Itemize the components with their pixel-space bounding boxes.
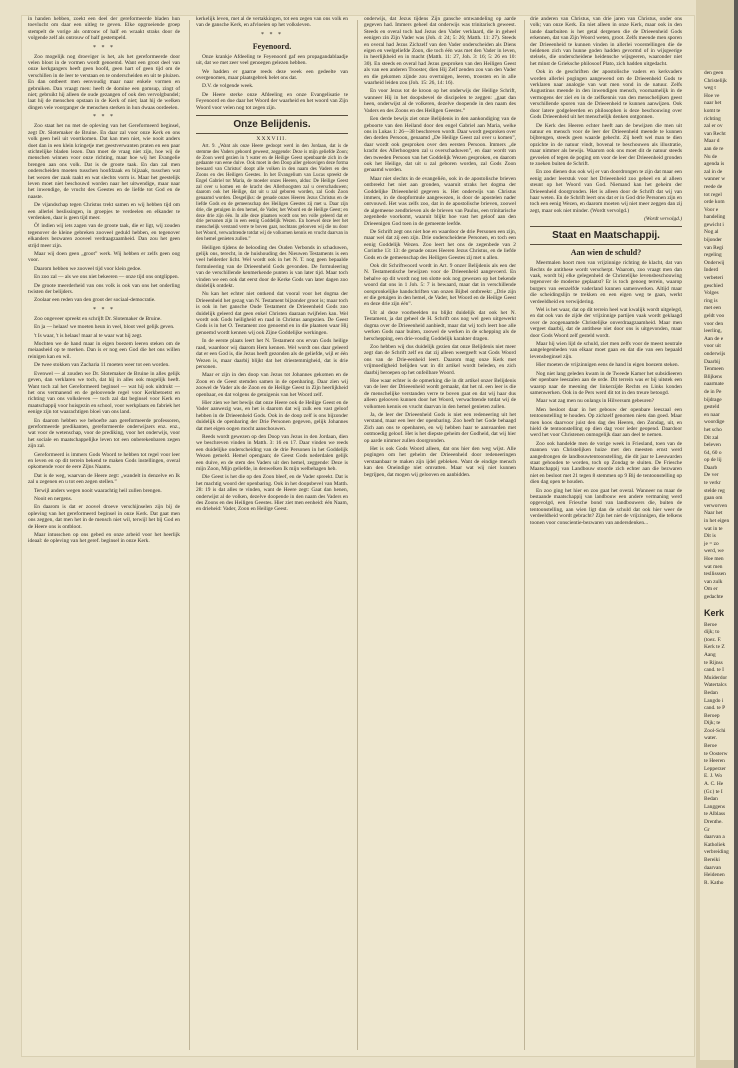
text-fragment: in het eigen: [704, 518, 730, 525]
article-title-schuld: Aan wien de schuld?: [570, 248, 642, 258]
paragraph: En zoo dienen dus ook wij er van doordrongen te zijn dat maar een eenig ander leerstuk voor het Drieeenheid zoo geheel en al alleen steunt op het Woord van God. Niemand kan het geheim der Drieeenheid doorgronden. Het is alleen door de Schrift dat wij van haar weten. En de Schrift leert ons dat er in God drie Personen zijn en toch een eenig Wezen, en daarom moeten wij niet meer zeggen dan zij zegt, maar ook niet minder. (Wordt vervolgd.): [530, 169, 682, 214]
text-fragment: Nog al: [704, 229, 719, 236]
column-rule: [189, 20, 190, 1050]
paragraph: Men besloot daar in het gebouw der openbare leeszaal een tentoonstelling te houden. Op zichzelf genomen niets dan goed. Maar men koos daarvoor juist den dag des Heeren, den Zondag, uit, en hield de tentoonstelling op dien dag voor ieder geopend. Daardoor werd het voor Christenen onmogelijk daar aan deel te nemen.: [530, 406, 682, 439]
section-heading-staat: Staat en Maatschappij.: [530, 226, 682, 245]
paragraph: De twee stokken van Zacharia 11 moeten weer tot een worden.: [34, 362, 170, 369]
text-fragment: Onderwij: [704, 259, 725, 266]
text-fragment: te verkr: [704, 480, 721, 487]
text-fragment: te Oosterw: [704, 750, 728, 757]
paragraph: Die Geest is het die op den Zoon bleef, en de Vader spreekt. Dat is het machtig woord der openbaring. Ook in het doopsbevel van Matth. 28: 19 is dat alles te vinden, want de Heere zegt: Gaat dan henen, onderwijst al de volken, dezelve doopende in den naam des Vaders en des Zoons en des Heiligen Geestes. Hier ziet men eenheid: één Naam, en drieheid: Vader, Zoon en Heilige Geest.: [196, 474, 348, 513]
paragraph: Meermalen hoort men van vrijzinnige richting de klacht, dat van Rechts de antithese wordt verscherpt. Waarom, zoo vraagt men dan vaak, wordt bij elke gelegenheid de Christelijke levensbeschouwing tegenover de moderne geplaatst? Er is toch genoeg terrein, waarop burgers van eenzelfde vaderland kunnen samenwerken. Altijd maar die scheidingslijn te trekken en een eigen weg te gaan, werkt verdeeldheid en verwijdering.: [530, 260, 682, 305]
paragraph: Zoo ook handelde men de vorige week in Friesland, toen van de mannen van Christelijken huize met den meesten ernst werd aangedrongen de landbouwtentoonstelling, die dit jaar te Leeuwarden staat gehouden te worden, toch op Zondag te sluiten. De Friesche Maatschappij van Landbouw stoorde zich echter aan die bezwaren niet en besloot met 21 tegen 8 stemmen op 9 Bij de tentoonstelling op dien dag open te houden.: [530, 440, 682, 486]
column-2: [196, 16, 348, 1056]
scan-edge: [734, 0, 738, 1068]
paragraph: En zoo ging het hier en zoo gaat het overal. Wanneer nu maar de bestaande maatschappij van landbouw een andere vermaning werd opgevolgd, een Friesche bond van landbouwers die, buiten de tentoonstelling, aan wien ligt dan de schuld dat ook hier weer de verdeeldheid wordt gebracht? Zijn het niet de vrijzinnigen, die telkens toonen voor conscientie-bezwaren van andersdenken...: [530, 487, 682, 526]
paragraph: Ö! indien wij iets zagen van de groote taak, die er ligt, wij zouden tegenover de kleine gebreken zooveel geduld hebben, en tegenover elkanders bezwaren zooveel verdraagzaamheid. Dan zou het geen strijd meer zijn.: [28, 223, 180, 249]
paragraph: drie anderen van Christus, van drie jaren van Christus, onder ons volk; van onze Kerk. En niet alleen in onze Kerk, maar ook in den lande daarbuiten is het getal dergenen die de Drieeenheid Gods erkennen, dat van Zijn Woord weten, groot. Zelfs meende men sporen der Drieeenheid te kunnen vinden in allerlei voorstellingen die de heidenen zich van hunne goden hadden gevormd of in wijsgeerige stelsels, die onderscheidene heidensche wijsgeeren, waaronder niet het minst de Grieksche philosoof Plato, zich hadden uitgedacht.: [530, 16, 682, 67]
paragraph: Onze krankje Afdeeling te Feyenoord gaf een propagandablaadje uit, dat we met zeer veel genoegen gelezen hebben.: [196, 53, 348, 67]
text-fragment: te Alblass: [704, 811, 726, 818]
text-fragment: Bedan: [704, 689, 718, 696]
paragraph: De Kerk des Heeren echter heeft aan de bewijzen die men uit natuur en mensch voor de leer der Drieeenheid meende te kunnen bijbrengen, steeds geen waarde gehecht. Zij heeft wel man te dien opzichte in de natuur vindt, bovenal te beschouwen als illustratie, maar nimmer als bewijs. Waarom ook ons moet dit de natuur steeds gevoelen of tegen de poging om voor de leer der Drieeenheid gronden te zoeken buiten de Schrift.: [530, 122, 682, 167]
text-fragment: Daarbij: [704, 358, 721, 365]
paragraph: Zoo staat het nu met de opleving van het Gereformeerd beginsel, zegt Dr. Slotemaker de Bruine. En daar zal voor onze Kerk en ons volk geen heil uit voortkomen. Dat kan men niet, wie nooit anders doet dan in een klein kringetje met geestverwanten praten en een paar stichtelijke bladen lezen. Dan moet de vraag niet zijn, hoe wij de menschen winnen voor onze richting, maar hoe wij het Evangelie brengen aan ons volk. Dat is de groote taak. En dan zal men onderscheiden moeten tusschen hoofdzaak en bijzaak, tusschen wat het wezen der zaak raakt en wat slechts vorm is. Maar het geestelijk leven moet niet beschouwd worden naar het uitwendige, maar naar het inwendige, de vrucht des Geestes en de liefde tot God en de naaste.: [28, 123, 180, 200]
paragraph: Maar er zijn in den doop van Jezus tot Johannes gekomen en de Zoon en de Geest stemden samen in de openbaring. Daar zien wij zoowel de Vader als de Zoon en de Heilige Geest in Zijn heerlijkheid openbaar, en dat volgens de getuigenis van het Woord zelf.: [196, 372, 348, 398]
paragraph: De Heere sterke onze Afdeeling en onze Evangelisatie te Feyenoord en doe daar het Woord der waarheid en het woord van Zijn Woord voor velen nog tot zegen zijn.: [196, 91, 348, 111]
paragraph: Gereformeerd is immers Gods Woord te hebben tot regel voor leer en leven en op dit terrein bekend te maken Gods instellingen, overal opkomende voor de eere Zijns Naams.: [28, 451, 180, 471]
text-fragment: het scho: [704, 426, 722, 433]
text-fragment: Dit zal: [704, 434, 719, 441]
text-fragment: met een: [704, 305, 721, 312]
paragraph: Wel is het waar, dat op dit terrein heel wat kwalijk wordt uitgelegd, en dat ook van de zijde der vrijzinnige partijen vaak wordt geklaagd over de zoogenaamde Christelijke onverdraagzaamheid. Maar men vergeet daarbij, dat de antithese niet door ons is uitgevonden, maar door Gods Woord zelf gesteld wordt.: [530, 307, 682, 339]
paragraph: Nog niet lang geleden kwam in de Tweede Kamer het subsidieeren der openbare leeszalen aan de orde. Dit terrein was er bij uitstek een waarop naar de meening der linkerzijde Rechts en Links konden samenwerken. Ook in de Pers werd dit tot in den treure betoogd.: [530, 370, 682, 396]
text-fragment: Muiderdor: [704, 674, 728, 681]
text-fragment: gesteld: [704, 404, 720, 411]
text-fragment: geschied: [704, 282, 723, 289]
quoted-article: [196, 144, 348, 243]
text-fragment: Drenthe.: [704, 819, 723, 825]
text-fragment: agenda is: [704, 161, 725, 168]
paragraph: Uit al deze voorbeelden nu blijkt duidelijk dat ook het N. Testament, ja dat geheel de H. Schrift ons nog wel geen uitgewerkt dogma over de Drieeenheid aanbiedt, maar dat wij toch leert hoe alle werken Gods naar buiten, zoowel de werken in de schepping als de herschepping, een drie-voudig Goddelijk karakter dragen.: [364, 309, 516, 342]
paragraph: kerkelijk leven, met al de vertakkingen, tot een zegen van ons volk en van de gansche Kerk, en afvloeien op het volksleven.: [196, 16, 348, 29]
section-separator: * * *: [93, 306, 115, 313]
text-fragment: reede de: [704, 183, 723, 190]
text-fragment: Naar het: [704, 510, 723, 517]
section-separator: * * *: [93, 114, 115, 121]
text-fragment: richting: [704, 115, 721, 122]
text-fragment: verworven: [704, 502, 728, 509]
text-fragment: Hoe ve: [704, 92, 720, 99]
text-fragment: Maar d: [704, 138, 720, 145]
text-fragment: daarvan a: [704, 834, 725, 841]
text-fragment: Aang: [704, 651, 716, 658]
newspaper-page: [22, 16, 694, 1056]
text-fragment: verbeteri: [704, 275, 724, 282]
paragraph: Maar niet slechts in de evangeliën, ook in de apostolische brieven ontbreekt het niet aan gronden, waaruit straks het dogma der Goddelijke Drieeenheid gegeven is. Het onderwijs van Christus immers, in de doopformule aangewezen, is door de apostelen nader ontvouwd. Het was zelfs zoo, dat in de apostolische brieven, zoowel de algemeene zendbrieven als de brieven van Paulus, een trinitarische zegenbede voorkomt, waaruit blijkt hoe vast het geloof aan den Drieeenigen God toen in de gemeente leefde.: [364, 175, 516, 227]
text-fragment: Beroe: [704, 743, 717, 750]
text-fragment: gaan om: [704, 495, 723, 502]
text-fragment: E. J. Wo: [704, 773, 723, 780]
text-fragment: komt te: [704, 107, 721, 114]
adjacent-page-fragment: [700, 70, 738, 1060]
text-fragment: 64, 60 o: [704, 449, 722, 456]
text-fragment: stelde reg: [704, 487, 725, 494]
paragraph: Zoo mogelijk nog droeviger is het, als het gereformeerde door velen bloot in de vormen wordt genoemd. Want een groot deel van onze kerkgangers heeft geen hoofd, geen hart of geen tijd om de verschillen in de leer te verstaan en te onderscheiden en uit te pluizen. En dan ontbeert men eenvoudig maar naar enkele vormen en gebruiken. Dan vraagt men: heeft de domine een gomsup, zingt of niet; gebruikt hij alleen de oude gezangen of ook den vervolgbundel; laat hij de menschen opstaan in de Kerk of niet; laat hij de welken dingen vele voorganger de menschen sterken in hun dwaas oordeelen.: [28, 53, 180, 111]
paragraph: Hier zien we het bewijs dat onze Heere ook de Heilige Geest en de Vader aanwezig was, en het is daarom dat wij zulk een vast geloof hebben in de Drieeenheid Gods. Ook in de doop zelf is ons bijzonder duidelijk de openbaring der Drie Personen gegeven, gelijk Johannes dat met eigen oogen mocht aanschouwen.: [196, 399, 348, 432]
paragraph: D.V. de volgende week.: [202, 83, 254, 90]
text-fragment: op de lij: [704, 457, 722, 464]
text-fragment: Dijk; te: [704, 720, 721, 727]
paragraph: onderwijs, dat Jezus tijdens Zijn gansche omwandeling op aarde gegeven had. Immers geheel dat onderwijs was trinitarisch geweest. Steeds en overal toch had Jezus den Vader verklaard, die in geheel eenigen zin Zijn Vader was (Joh. 4: 24; 5: 26; Matth. 11: 27). Steeds en overal had Jezus Zichzelf van den Vader onderscheiden als Diens eigen en veelgeliefde Zoon, die toch één was met den Vader in leven, in heerlijkheid en in macht (Matth. 11: 27, Joh. 3: 16; 5: 26 en 10: 30). En steeds en overal had Jezus gesproken van den Heiligen Geest als van een anderen Trooster, dien Hij Zelf zenden zou van den Vader en die gekomen zijnde zou overtuigen, leeren, troosten en in alle waarheid leiden zou (Joh. 15: 26, 14: 16).: [364, 16, 516, 87]
text-fragment: van zulk: [704, 578, 723, 585]
text-fragment: wat men: [704, 563, 723, 570]
column-3: [364, 16, 516, 1056]
text-fragment: beleven: [704, 442, 721, 449]
text-fragment: Hoe men: [704, 556, 724, 562]
paragraph: En ja — helaas! we moeten heun in veel, bloot veel gelijk geven.: [34, 324, 175, 331]
paragraph: Maar hij wien lijd de schuld, ziet men zelfs voor de meest neutrale aangelegenheden van elkaar moet gaan en dat die van een bepaald levensbeginsel zijn.: [530, 341, 682, 360]
text-fragment: en naar: [704, 411, 720, 418]
paragraph: Hoe waar echter is de opmerking die in dit artikel onzer Belijdenis van de leer der Drieeenheid wordt gemaakt, dat het nl. een leer is die de menschelijke verstanden verre te boven gaat en dat wij haar dus alleen gelooven kunnen door het Woord, verwachtende totdat wij de volkomen kennis en vrucht daarvan in den hemel genieten zullen.: [364, 377, 516, 410]
article-number: XXXVIII.: [256, 136, 288, 143]
text-fragment: Watertalcs: [704, 682, 727, 689]
text-fragment: naar het: [704, 100, 722, 107]
text-fragment: Katholiek: [704, 841, 726, 848]
paragraph: Zoo ongeveer spreekt en schrijft Dr. Slotemaker de Bruine.: [34, 315, 162, 322]
text-fragment: Zool-Schi: [704, 727, 726, 734]
paragraph: Maar wij doen geen „groot” werk. Wij hebben er zelfs geen oog voor.: [28, 251, 180, 264]
column-4: [530, 16, 682, 1056]
text-fragment: dijk; to: [704, 629, 720, 636]
text-fragment: woordige: [704, 419, 725, 426]
text-fragment: gewicht i: [704, 221, 724, 228]
paragraph: Daarom hebben we zooveel tijd voor klein gedoe.: [34, 265, 142, 272]
paragraph: Nu kan het echter niet ontkend dat vooral voor het dogma der Drieeenheid het gezag van N. Testament bijzonder groot is; maar toch is ook in het gansche Oude Testament de Drieeenheid Gods zoo duidelijk geleerd dat geen enkel Christen daaraan twijfelen kan. Wel wordt ook Gods heiligheid en raad in Christus aangezien. De Geest Gods is in het O. Testament zoo genoemd en in die plaatsen waar Hij genoemd wordt kennen wij ook Zijne Goddelijke werkingen.: [196, 291, 348, 336]
paragraph: De Schrift zegt ons niet hoe en waardoor de drie Personen een zijn, maar wel dat zij een zijn. Drie onderscheidene Personen, en toch een eenig Goddelijk Wezen. Zoo leert het ons de zegenbede van 2 Corinthe 13: 13: de genade onzes Heeren Jezus Christus, en de liefde Gods en de gemeenschap des Heiligen Geestes zij met u allen.: [364, 229, 516, 261]
text-fragment: Dit is: [704, 533, 716, 540]
text-fragment: Langdo i: [704, 697, 724, 704]
paragraph: Ja, de leer der Drieeenheid Gods is niet een redeneering uit het verstand, maar een leer der openbaring. Zoo heeft het Gode behaagd Zich aan ons te openbaren, en wij hebben haar te aanvaarden met ootmoedig geloof. Het is het diepste geheim der Godheid, dat wij hier op aarde nimmer zullen doorgronden.: [364, 411, 516, 444]
column-rule: [357, 20, 358, 1050]
text-fragment: leerling,: [704, 328, 722, 335]
text-fragment: gedachte: [704, 593, 724, 600]
column-1: [28, 16, 180, 1056]
text-fragment: Lepperzer: [704, 765, 726, 772]
text-fragment: water.: [704, 735, 718, 742]
text-fragment: daarvan: [704, 864, 722, 871]
paragraph: Hier moeten de vrijzinnigen eens de hand in eigen boezem steken.: [536, 362, 679, 369]
text-fragment: Volges: [704, 290, 719, 297]
text-fragment: Blijkens: [704, 373, 722, 380]
text-fragment: tot regel: [704, 191, 722, 198]
text-fragment: Beroe: [704, 621, 717, 628]
text-fragment: Nu de: [704, 153, 718, 160]
section-separator: * * *: [93, 44, 115, 51]
section-separator: * * *: [261, 31, 283, 38]
text-fragment: de in Pe: [704, 388, 722, 395]
paragraph: Evenwel — al zouden we Dr. Slotemaker de Bruine in alles gelijk geven, dan verklaren we toch, dat hij in alles ook mogelijk heeft. Want toch zal het Gereformeerd beginsel — wat hij ook uitdrukt — het ons vermanend en de geloovende regel voor Kerkbetoetst en richting van ons volksleven — toch zal dat beginsel voor Kerk en maatschappij voor huisgezin en school, voor werkplaats en fabriek het eenige zijn tot waarachtigen bloei van ons land.: [28, 370, 180, 416]
column-rule: [524, 20, 525, 1050]
paragraph: Ook dit Schriftwoord wordt in Art. 9 onzer Belijdenis als een der N. Testamentische bewijzen voor de Drieeenheid aangevoerd. En behalve op dit wordt nog ten slotte ook nog gewezen op het bekende woord dat ons in 1 Joh. 5: 7 is bewaard, maar dat in verschillende oorspronkelijke handschriften van onzen Bijbel ontbreekt: „Drie zijn er die getuigen in den hemel, de Vader, het Woord en de Heilige Geest en deze drie zijn één”.: [364, 263, 516, 308]
text-fragment: (Gr.) te I: [704, 788, 723, 795]
to-be-continued: (Wordt vervolgd.): [644, 216, 682, 223]
text-fragment: Christelijk: [704, 77, 727, 84]
text-fragment: aan de re: [704, 145, 724, 152]
paragraph: We hadden er gaarne reeds deze week een gedeelte van overgenomen, maar plaatsgebrek belet ons dat.: [196, 68, 348, 82]
text-fragment: voor uit: [704, 343, 721, 350]
text-fragment: Tenmeen: [704, 366, 724, 373]
text-fragment: Aan de e: [704, 335, 724, 342]
paragraph: Een derde bewijs ziet onze Belijdenis in den aankondiging van de geboorte van den Heiland door den engel Gabriel aan Maria, welke ons in Lukas 1: 26—38 beschreven wordt. Daar wordt gesproken over den derden Persoon, genaamd „De Heilige Geest zal over u komen”, daar wordt ook gesproken over den eersten Persoon. Immers „de kracht des Allerhoogsten zal u overschaduwen”, en daar wordt van den tweeden Persoon van het Goddelijk Wezen gesproken, en daarom ook het Heilige, dat uit u zal geboren worden, zal Gods Zoon genaamd worden.: [364, 116, 516, 174]
text-fragment: verbreiding: [704, 849, 729, 856]
text-fragment: orde kom: [704, 199, 725, 206]
paragraph: Het is ook Gods Woord alleen, dat ons hier den weg wijst. Alle pogingen om het geheim der Drieeenheid door redeneeringen verstaanbaar te maken zijn ijdel gebleken. Want de eindige mensch kan den Oneindige niet omvatten. Maar wat wij niet kunnen begrijpen, dat mogen wij gelooven en aanbidden.: [364, 446, 516, 478]
paragraph: De groote meerderheid van ons volk is ook van ons het onderling twisten der belijders.: [28, 282, 180, 296]
paragraph: 't Is waar, 't is helaas! maar al te waar wat hij zegt.: [34, 332, 143, 339]
paragraph: Maar wat zag men nu onlangs in Hilversum gebeuren?: [536, 398, 654, 405]
text-fragment: geldt voo: [704, 313, 725, 319]
paragraph: Zoolaar een reden van den groot der sociaal-democratie.: [34, 297, 156, 304]
text-fragment: van Regi: [704, 244, 724, 251]
paragraph: Heiligen tijdens de belooding des Ouden Verbonds in schaduwen, gelijk ons, terecht, in de huishouding des Nieuwen Testaments is een veel helderder licht. Wel wordt ook in het N. T. nog geen bepaalde formuleering van de Drieeenheid Gods gevonden. De formuleering van de verschillende kenmerkende punten is van later tijd. Maar toch vinden we een ook dat eerst door de Kerke Gods van later dagen zoo duidelijk ontdekt.: [196, 244, 348, 290]
paragraph: Terwijl anders wegen nooit waarachtig heil zullen brengen.: [34, 487, 162, 494]
paragraph: De vijandschap tegen Christus trekt samen en wij hebben tijd om een allerlei beslissingen, in groepjes te verdeelen en elkander te verdenken, daar is geen tijd meer.: [28, 202, 180, 221]
text-fragment: wat in te: [704, 525, 723, 532]
text-fragment: R. Katho: [704, 879, 724, 886]
paragraph: En daarom hebben we behoefte aan gereformeerde professoren, gereformeerde predikanten, gereformeerde onderwijzers enz. enz., wat voor de wetenschap, voor de prediking, voor het onderwijs, voor het sociale en maatschappelijke leven tot een onberekenbaren zegen zijn zal.: [28, 417, 180, 450]
paragraph: En voor Jezus tot de kroon op het onderwijs der Heilige Schrift, wanneer Hij in het doopsbevel de discipelen te zeggen: „gaat dan heen, onderwijst al de volkeren, dezelve doopende in den naam des Vaders en des Zoons en des Heiligen Geestes.”: [364, 88, 516, 114]
text-fragment: te Heeren: [704, 758, 725, 765]
section-heading-kerk: Kerk: [704, 607, 725, 618]
text-fragment: wanner w: [704, 176, 726, 183]
text-fragment: Voor e: [704, 206, 719, 213]
text-fragment: onderwijs: [704, 350, 726, 357]
text-fragment: Heidenen: [704, 872, 725, 879]
text-fragment: Bedan: [704, 796, 718, 803]
text-fragment: voor den: [704, 320, 724, 327]
text-fragment: tesllisssen: [704, 571, 726, 578]
paragraph: Art. 9. „Want als onze Heere gedoopt werd in den Jordaan, dat is de stemme des Vaders gehoord geweest, zeggende: Deze is mijn geliefde Zoon; de Zoon werd gezien in 't water en de Heilige Geest openbaarde zich in de gedaante van eene duive. Ook moet in den Doop aller geloovigen deze forma bewaard van Christus' doopt alle volken in den naam des Vaders en des Zoons en des Heiligen Geestes. In het Evangelium van Lucas spreekt de Engel Gabriel tot Maria, de moeder onzes Heeren, aldus: De Heilige Geest zal over u komen en de kracht des Allerhoogsten zal u overschaduwen; daarom ook het Heilige, dat uit u zal geboren worden, zal Gods Zoon genaamd worden. Desgelijks: de genade onzes Heeren Jezus Christus en de liefde Gods en de gemeenschap des Heiligen Geestes zij met u. Daar zijn drie, die getuigen in den hemel, de Vader, het Woord en de Heilige Geest; en deze drie zijn één. In alle deze plaatsen wordt ons ten volle geleerd dat er drie personen zijn in een eenig Goddelijk Wezen. En hoewel deze leer het menschelijk verstand verre te boven gaat, nochtans gelooven wij die nu door het Woord, verwachtende totdat wij de volkomen kennis en vrucht daarvan in den hemel genieten zullen.”: [196, 144, 348, 242]
paragraph: In de eerste plaats leert het N. Testament ons ervan Gods heilige raad, waardoor wij daarom Hem kennen. Wel wordt ons daar geleerd dat er een God is, die Jezus heeft gezonden als de geliefde, wijl er één Wezen is, maar daarbij blijkt dat het driestemmigheid, dat is drie personen.: [196, 338, 348, 370]
text-fragment: cand. te I: [704, 667, 724, 674]
paragraph: Ook in de geschriften der apostolische vaders en kerkvaders worden allerlei pogingen aangewend om de Drieeenheid Gods te verklaren naar analogie van wat men vond in de natuur. Zelfs Augustinus meende in den inwendigen mensch, voornamelijk in de vermogens der ziel en in de zelfkennis van den menschelijken geest verschillende sporen van de Drieeenheid te kunnen aanwijzen. Ook door latere godgeleerden en philosophen is deze beschouwing over Gods Drieeenheid uit het menschelijk denken ontgonnen.: [530, 69, 682, 121]
text-fragment: werd, we: [704, 548, 724, 555]
text-fragment: weg t: [704, 85, 716, 92]
text-fragment: zal er ov: [704, 123, 723, 130]
paragraph: En daarom is dat er zoovel droeve verschijnselen zijn bij de opleving van het gereformeerd beginsel in onze Kerk. Dat gaat men ons zeggen, dat men het in de mensch niet wil, terwijl het bij God en de Heere ons is ontbloot.: [28, 504, 180, 530]
text-fragment: Inderd: [704, 267, 719, 274]
paragraph: En zoo zal — als we ons niet bekeeren — onze tijd ons ontglippen.: [34, 274, 179, 281]
text-fragment: (toez. F.: [704, 636, 722, 643]
text-fragment: Langgens: [704, 803, 725, 810]
text-fragment: bijdrage: [704, 396, 722, 403]
text-fragment: cand. te P: [704, 705, 726, 712]
paragraph: Dat is de weg, waarvan de Heere zegt: „wandelt in denzelve en Ik zal u zegenen en u tot een zegen stellen.”: [28, 472, 180, 486]
text-fragment: regeling: [704, 252, 722, 259]
text-fragment: ring is: [704, 297, 718, 304]
text-fragment: A. C. He: [704, 781, 724, 788]
text-fragment: den geen: [704, 70, 724, 76]
text-fragment: Beroep: [704, 712, 720, 719]
text-fragment: Kerk te Z: [704, 644, 725, 651]
text-fragment: Gr: [704, 826, 710, 833]
article-title-feyenoord: Feyenoord.: [252, 41, 292, 51]
text-fragment: te Rijnss: [704, 659, 723, 666]
text-fragment: bijonder: [704, 237, 722, 244]
text-fragment: Bereiki: [704, 856, 720, 863]
text-fragment: je = zo: [704, 540, 719, 547]
section-heading-belijdenis: Onze Belijdenis.: [196, 115, 348, 134]
paragraph: Maar intusschen op ons gebed en onze arbeid voor het heerlijk ideaal: de opleving van het geref. beginsel in onze Kerk.: [28, 532, 180, 545]
paragraph: Reeds wordt gewezen op den Doop van Jezus in den Jordaan, dien we beschreven vinden in Matth. 3: 16 en 17. Daar vinden we reeds een duidelijke onderscheiding van de drie Personen in het Goddelijk Wezen gemeld. Hemel opengaan; de Geest Gods nederdalen gelijk een duive, en de stem des Vaders uit den hemel, zeggende: Deze is mijn Zoon, Mijn geliefde, in denwelken Ik mijn welbehagen heb.: [196, 433, 348, 473]
text-fragment: van Recht: [704, 130, 726, 137]
text-fragment: Om er: [704, 586, 718, 593]
text-fragment: naarmate: [704, 381, 724, 388]
paragraph: Nooit en nergens.: [34, 496, 73, 502]
text-fragment: De ver: [704, 472, 719, 479]
text-fragment: handeling: [704, 214, 726, 221]
paragraph: Zoo hebben wij dus duidelijk gezien dat onze Belijdenis niet meer zegt dan de Schrift zelf en dat zij alleen weergeeft wat Gods Woord ons van de Drie-eenheid leert. Daarom mag onze Kerk met vrijmoedigheid belijden wat in dit artikel wordt beleden, en zich daarbij beroepen op het onfeilbare Woord.: [364, 343, 516, 376]
text-fragment: Daarb: [704, 464, 718, 471]
text-fragment: zal in de: [704, 168, 723, 175]
paragraph: Mochten we de hand maar in eigen boezem leeren steken om de meiaasheid op te merken. Dan is er nog een God die het ons willen reinigen kan en wil.: [28, 341, 180, 360]
paragraph: in handen hebben, zoekt een deel der gereformeerde bladen hun toevlucht om daar een uitleg te geven. Elke opgroeiende groep stempelt de vorige als ontrouw of half en wraakt straks door de volgende zelf als ontrouw of half gestempeld.: [28, 16, 180, 42]
